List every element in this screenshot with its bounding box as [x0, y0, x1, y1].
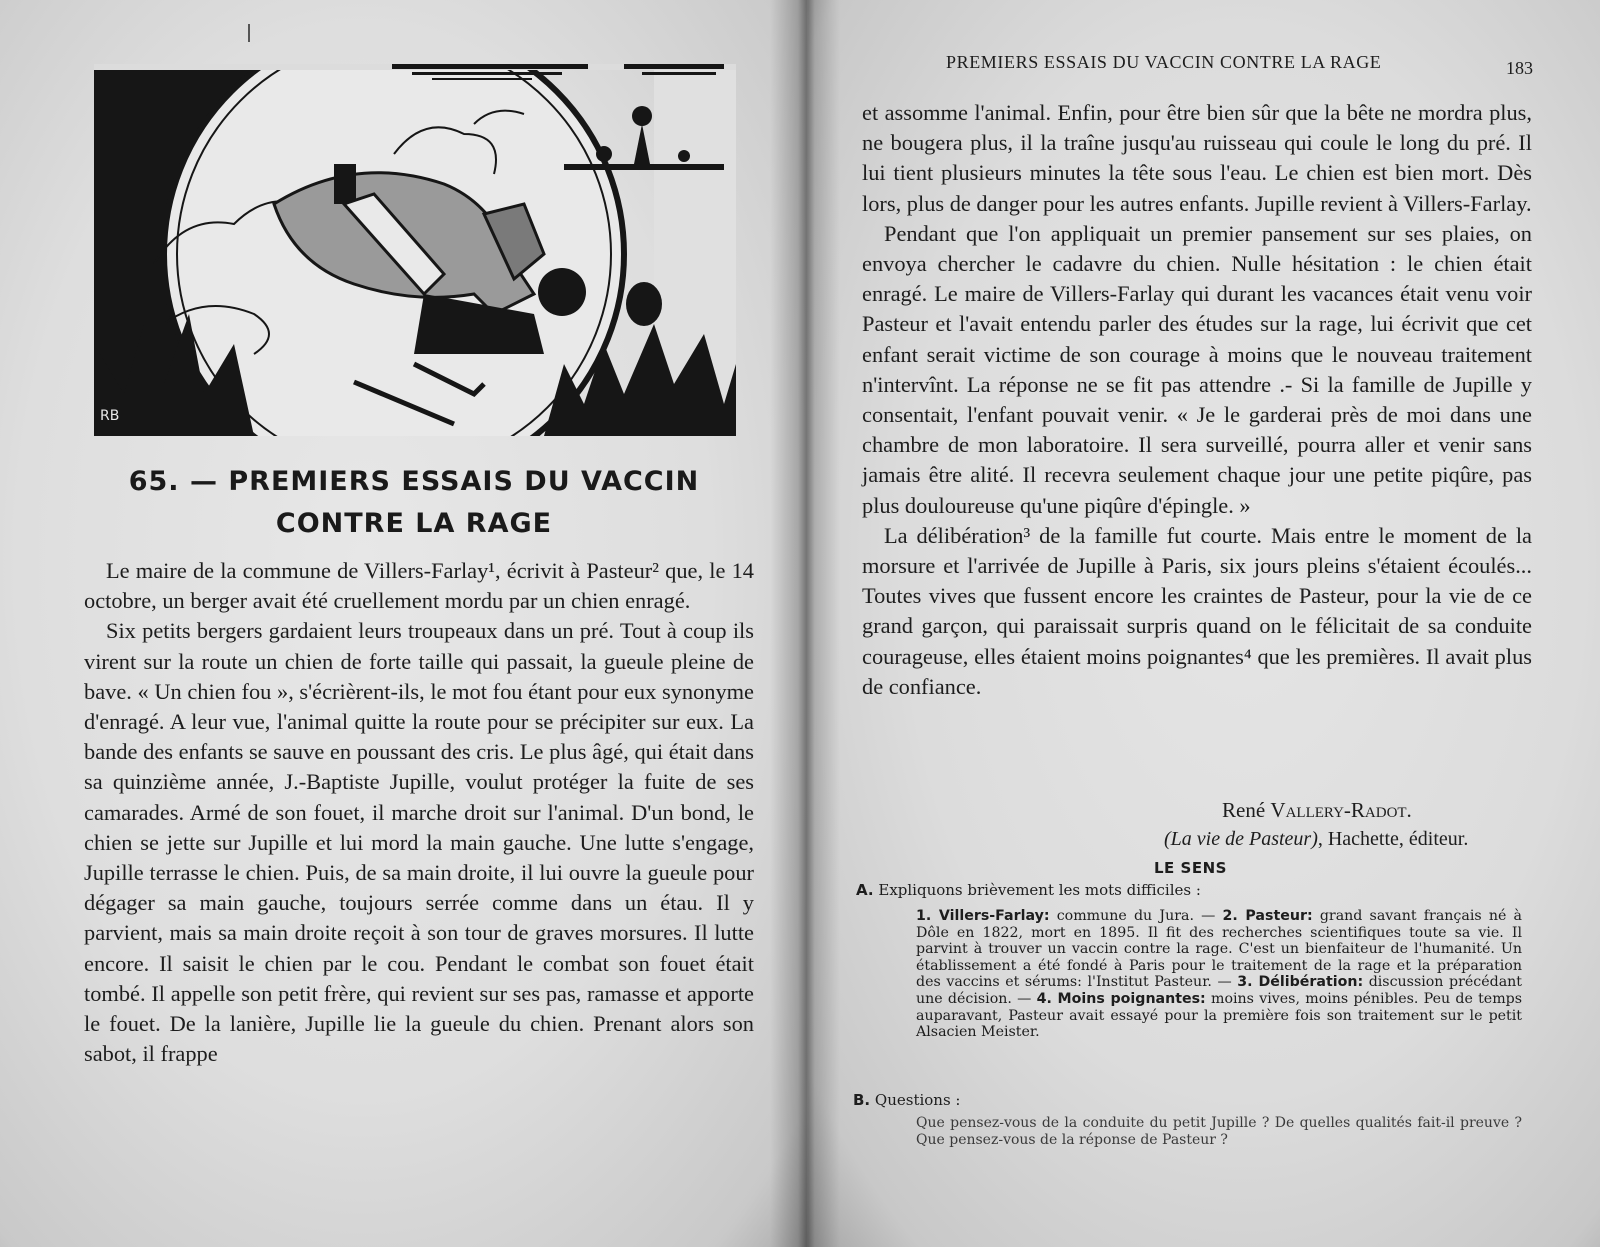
glossary-term: 3. Délibération: [1237, 974, 1364, 991]
questions-text: Que pensez-vous de la conduite du petit Jupille ? De quelles qualités fait-il preuve ? Que pensez-vous de la réponse de Pasteur ? [916, 1115, 1522, 1148]
glossary-definition: moins vives, moins pénibles. Peu de temps auparavant, Pasteur avait essayé pour la première fois son traitement sur le petit Alsacien Meister. [916, 990, 1523, 1041]
section-b-letter: B. [853, 1091, 871, 1109]
lesson-title-line2: CONTRE LA RAGE [275, 508, 553, 539]
section-b-heading [853, 1091, 961, 1109]
glossary-entry [916, 908, 1223, 924]
author-first-name: René [1222, 798, 1266, 822]
right-paragraph-1: et assomme l'animal. Enfin, pour être bien sûr que la bête ne mordra plus, ne bougera plus, il la traîne jusqu'au ruisseau qui coule le long du pré. Il lui tient plusieurs minutes la tête sous l'eau. Le chien est bien mort. Dès lors, plus de danger pour les autres enfants. Jupille revient à Villers-Farlay. [862, 100, 1532, 216]
right-paragraph-3: La délibération³ de la famille fut courte. Mais entre le moment de la morsure et l'arrivée de Jupille à Paris, six jours pleins s'étaient écoulés... Toutes vives que fussent encore les craintes de Pasteur, pour la vie de ce grand garçon, qui paraissait surpris quand on le félicitait de sa conduite courageuse, elles étaient moins poignantes⁴ que les premières. Il avait plus de confiance. [862, 522, 1532, 699]
section-a-letter: A. [856, 881, 874, 899]
glossary-definition: discussion précédant une décision. — [916, 974, 1522, 1007]
pencil-mark [248, 24, 250, 42]
left-body-text [84, 556, 754, 1069]
author-signature [1222, 798, 1412, 823]
section-a-text: Expliquons brièvement les mots difficiles : [878, 881, 1201, 899]
section-a-heading [856, 881, 1201, 899]
left-paragraph-1: Le maire de la commune de Villers-Farlay¹, écrivit à Pasteur² que, le 14 octobre, un berger avait été cruellement mordu par un chien enragé. [84, 558, 754, 614]
source-title: (La vie de Pasteur) [1164, 828, 1318, 850]
section-b-text: Questions : [874, 1091, 961, 1109]
left-paragraph-2: Six petits bergers gardaient leurs troupeaux dans un pré. Tout à coup ils virent sur la route un chien de forte taille qui passait, la gueule pleine de bave. « Un chien fou », s'écrièrent-ils, le mot fou étant pour eux synonyme d'enragé. A leur vue, l'animal quitte la route pour se précipiter sur eux. La bande des enfants se sauve en poussant des cris. Le plus âgé, qui était dans sa quinzième année, J.-Baptiste Jupille, voulut protéger la fuite de ses camarades. Armé de son fouet, il marche droit sur l'animal. D'un bond, le chien se jette sur Jupille et lui mord la main gauche. Une lutte s'engage, Jupille terrasse le chien. Puis, de sa main droite, il lui ouvre la gueule pour dégager sa main gauche, toujours serrée comme dans un étau. Il y parvient, mais sa main droite reçoit à son tour de graves morsures. Il lutte encore. Il saisit le chien par le cou. Pendant le combat son fouet était tombé. Il appelle son petit frère, qui revient sur ses pas, ramasse et apporte le fouet. De la lanière, Jupille lie la gueule du chien. Prenant alors son sabot, il frappe [84, 618, 754, 1067]
page-number: 183 [1506, 58, 1533, 78]
running-head: PREMIERS ESSAIS DU VACCIN CONTRE LA RAGE [946, 52, 1382, 72]
le-sens-heading: LE SENS [1154, 859, 1227, 877]
dog-attack-illustration [94, 64, 736, 436]
glossary-term: 2. Pasteur: [1222, 908, 1313, 924]
source-publisher: , Hachette, éditeur. [1317, 828, 1469, 850]
glossary [916, 908, 1522, 1041]
glossary-term: 1. Villers-Farlay: [916, 908, 1050, 924]
right-paragraph-2: Pendant que l'on appliquait un premier pansement sur ses plaies, on envoya chercher le cadavre du chien. Nulle hésitation : le chien était enragé. Le maire de Villers-Farlay qui durant les vacances était venu voir Pasteur et l'avait entendu parler des études sur la rage, lui écrivit que cet enfant serait victime de son courage à moins que le nouveau traitement n'intervînt. La réponse ne se fit pas attendre .- Si la famille de Jupille y consentait, l'enfant pouvait venir. « Je le garderai près de moi dans une chambre de mon laboratoire. Il sera surveillé, pourra aller et venir sans jamais être alité. Il recevra seulement chaque jour une petite piqûre, pas plus douloureuse qu'une piqûre d'épingle. » [862, 220, 1532, 518]
lesson-title-line1: 65. — PREMIERS ESSAIS DU VACCIN [128, 466, 700, 497]
illustration-svg [94, 64, 736, 436]
author-last-name: Vallery-Radot. [1270, 798, 1412, 822]
source-citation [1164, 828, 1468, 851]
glossary-definition: commune du Jura. — [1056, 908, 1223, 924]
glossary-term: 4. Moins poignantes: [1036, 990, 1206, 1007]
glossary-definition: grand savant français né à Dôle en 1822, mort en 1895. Il fit des recherches scientifiques toute sa vie. Il parvint à trouver un vaccin contre la rage. C'est un bienfaiteur de l'humanité. Un établissement a été fondé à Paris pour le traitement de la rage et la préparation des vaccins et sérums: l'Institut Pasteur. — [916, 908, 1523, 991]
illustrator-signature: RB [100, 408, 120, 424]
right-body-text [862, 98, 1532, 702]
